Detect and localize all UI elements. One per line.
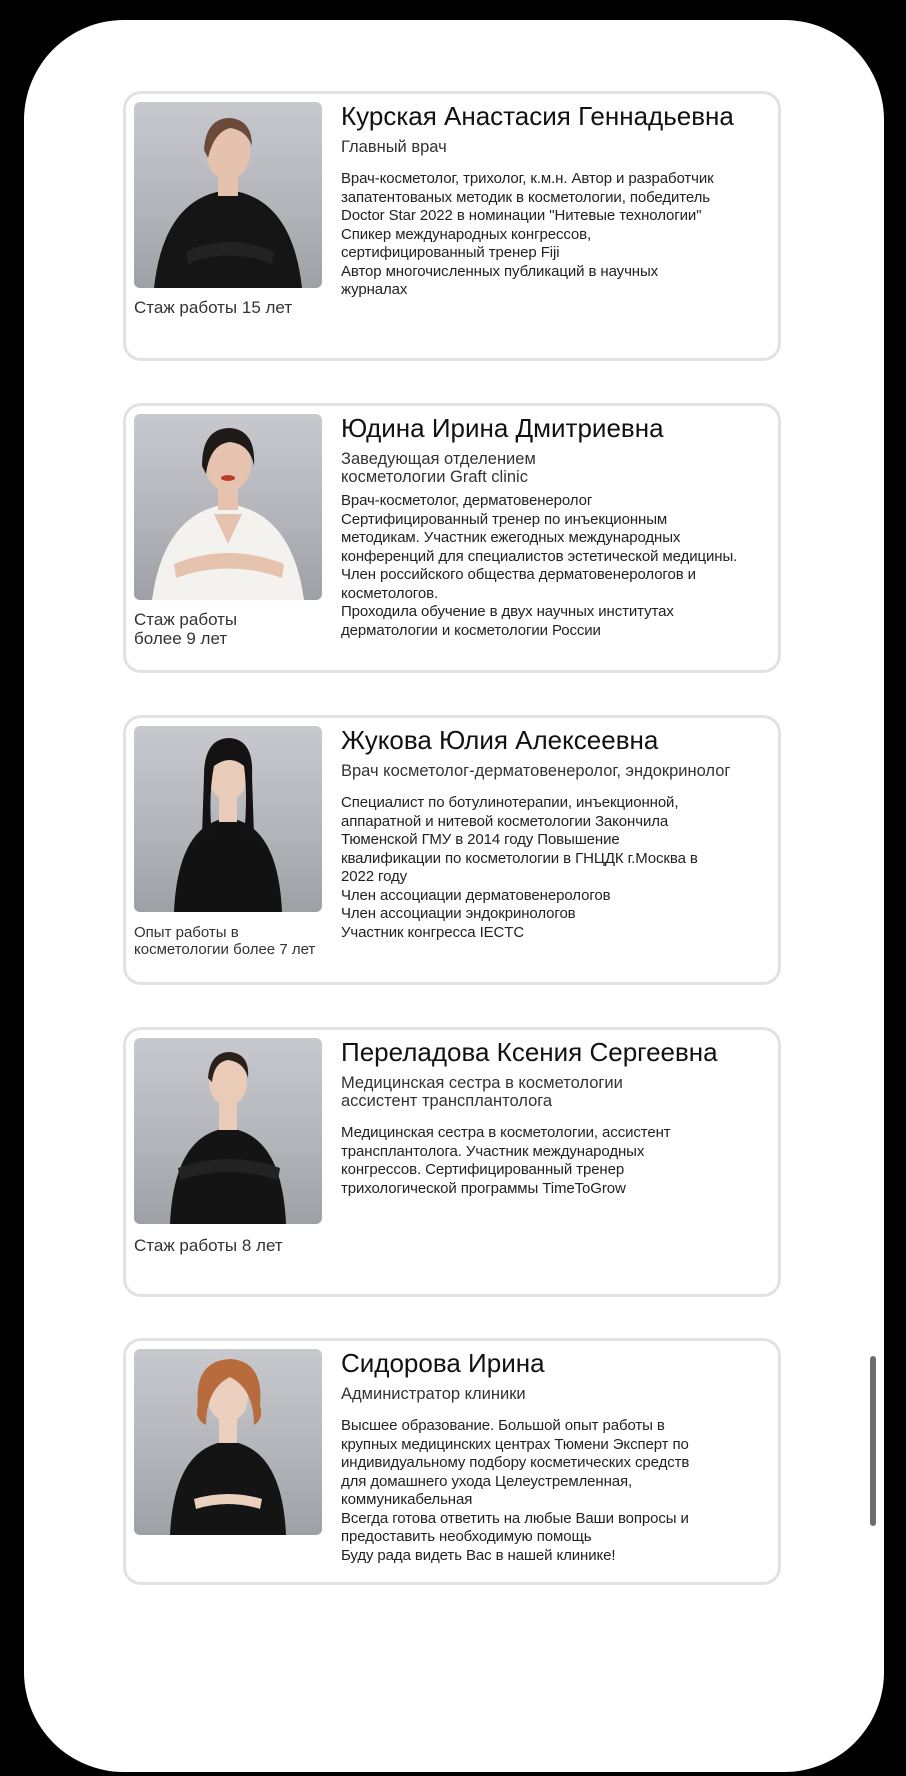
staff-info [341, 1036, 781, 1198]
staff-name: Курская Анастасия Геннадьевна [341, 101, 734, 131]
staff-experience: Опыт работы в косметологии более 7 лет [134, 924, 316, 958]
staff-role: Медицинская сестра в косметологии ассистент трансплантолога [341, 1074, 623, 1110]
staff-role: Главный врач [341, 138, 447, 156]
staff-info [341, 1347, 781, 1565]
staff-photo [134, 726, 322, 912]
staff-card[interactable] [123, 91, 781, 361]
staff-card[interactable] [123, 1027, 781, 1297]
staff-card[interactable] [123, 403, 781, 673]
staff-role: Заведующая отделением косметологии Graft clinic [341, 450, 536, 486]
staff-description: Медицинская сестра в косметологии, ассистент трансплантолога. Участник международных конгрессов. Сертифицированный тренер трихологической программы TimeToGrow [341, 1124, 671, 1197]
staff-role: Администратор клиники [341, 1385, 526, 1403]
staff-experience: Стаж работы 15 лет [134, 298, 293, 317]
staff-name: Жукова Юлия Алексеевна [341, 725, 659, 755]
staff-description: Врач-косметолог, трихолог, к.м.н. Автор и разработчик запатентованых методик в косметологии, победитель Doctor Star 2022 в номинации "Нитевые технологии" Спикер международных конгрессов, сертифицированный тренер Fiji Автор многочисленных публикаций в научных журналах [341, 170, 714, 298]
staff-experience: Стаж работы более 9 лет [134, 610, 238, 648]
staff-info [341, 724, 781, 942]
staff-description: Специалист по ботулинотерапии, инъекционной, аппаратной и нитевой косметологии Закончила Тюменской ГМУ в 2014 году Повышение квалификации по косметологии в ГНЦДК г.Москва в 2022 году Член ассоциации дерматовенерологов Член ассоциации эндокринологов Участник конгресса IECTC [341, 794, 698, 941]
staff-info [341, 412, 781, 640]
staff-photo [134, 1038, 322, 1224]
staff-card[interactable] [123, 715, 781, 985]
staff-name: Сидорова Ирина [341, 1348, 545, 1378]
staff-photo [134, 102, 322, 288]
staff-card[interactable] [123, 1338, 781, 1585]
staff-name: Юдина Ирина Дмитриевна [341, 413, 664, 443]
staff-info [341, 100, 781, 300]
staff-experience: Стаж работы 8 лет [134, 1236, 283, 1255]
staff-role: Врач косметолог-дерматовенеролог, эндокринолог [341, 762, 731, 780]
vertical-scrollbar[interactable] [870, 1356, 876, 1526]
staff-photo [134, 1349, 322, 1535]
staff-description: Врач-косметолог, дерматовенеролог Сертифицированный тренер по инъекционным методикам. Участник ежегодных международных конференций для специалистов эстетической медицины. Член российского общества дерматовенерологов и косметологов. Проходила обучение в двух научных институтах дерматологии и косметологии России [341, 492, 738, 639]
staff-photo [134, 414, 322, 600]
app-screen [24, 20, 884, 1772]
staff-name: Переладова Ксения Сергеевна [341, 1037, 718, 1067]
staff-description: Высшее образование. Большой опыт работы в крупных медицинских центрах Тюмени Эксперт по индивидуальному подбору косметических средств для домашнего ухода Целеустремленная, коммуникабельная Всегда готова ответить на любые Ваши вопросы и предоставить необходимую помощь Буду рада видеть Вас в нашей клинике! [341, 1417, 690, 1564]
